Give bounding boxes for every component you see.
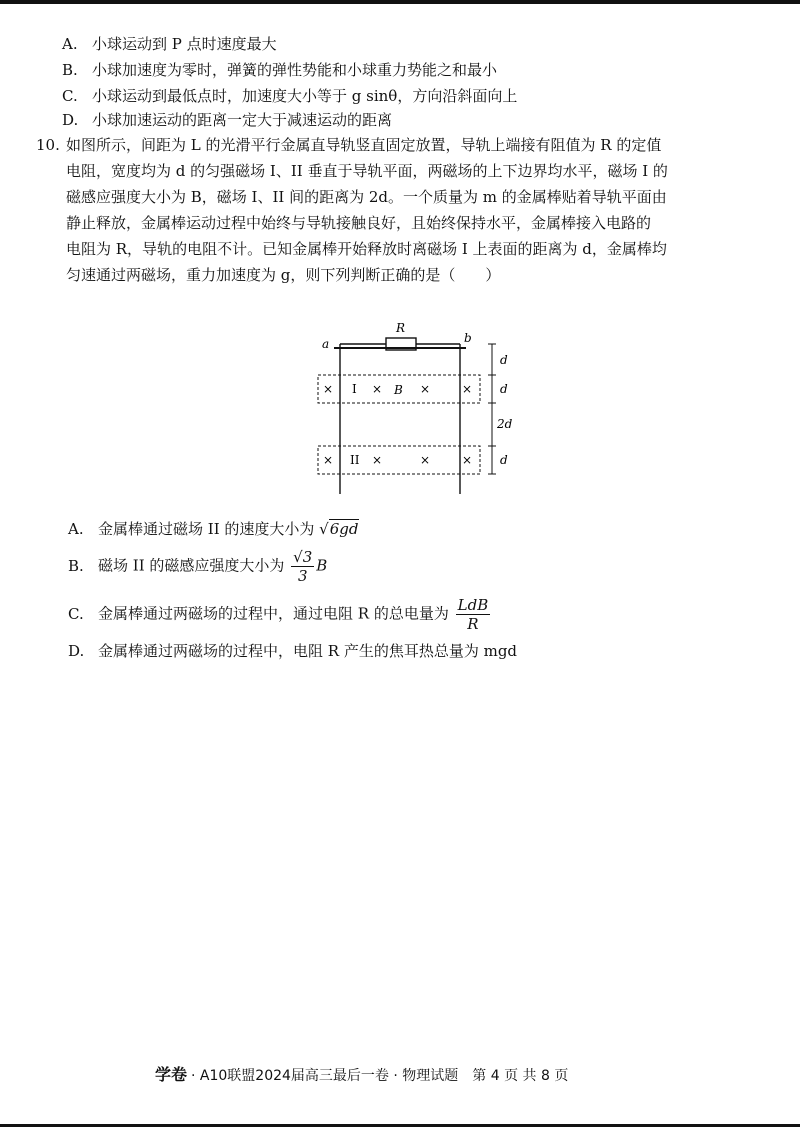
brand-logo: 学卷 [155, 1065, 188, 1084]
option-c: C. 金属棒通过两磁场的过程中，通过电阻 R 的总电量为 $\frac{\text{LdB}}{R}$ [68, 596, 489, 633]
option-a: A. 金属棒通过磁场 II 的速度大小为 √6gd [68, 520, 359, 538]
cross-1c: × [420, 382, 431, 396]
cross-2a: × [323, 453, 334, 467]
sqrt-expression: √6gd [319, 520, 359, 538]
cross-1a: × [323, 382, 334, 396]
option-d: D. 金属棒通过两磁场的过程中，电阻 R 产生的焦耳热总量为 mgd [68, 642, 518, 660]
question-line-6: 匀速通过两磁场，重力加速度为 g，则下列判断正确的是（ ） [66, 266, 501, 284]
field-b-label: B [394, 383, 403, 397]
cross-2c: × [420, 453, 431, 467]
prev-option-c: C. 小球运动到最低点时，加速度大小等于 g sinθ，方向沿斜面向上 [62, 87, 518, 105]
cross-1d: × [462, 382, 473, 396]
dim-label-1: d [500, 353, 508, 367]
point-b-label: b [464, 331, 472, 345]
question-number: 10. [36, 136, 60, 154]
cross-1b: × [372, 382, 383, 396]
resistor-label: R [396, 321, 406, 335]
point-a-label: a [322, 337, 330, 351]
dim-label-4: d [500, 453, 508, 467]
question-line-5: 电阻为 R，导轨的电阻不计。已知金属棒开始释放时离磁场 I 上表面的距离为 d，金属棒均 [66, 240, 667, 258]
cross-2b: × [372, 453, 383, 467]
rail-magnetic-field-diagram [310, 300, 530, 500]
question-line-2: 电阻，宽度均为 d 的匀强磁场 I、II 垂直于导轨平面，两磁场的上下边界均水平，磁场 I 的 [66, 162, 668, 180]
question-line-1: 如图所示，间距为 L 的光滑平行金属直导轨竖直固定放置，导轨上端接有阻值为 R 的定值 [66, 136, 662, 154]
dim-label-2: d [500, 382, 508, 396]
magnetic-field-2 [318, 446, 480, 474]
fraction-c: $\frac{\text{LdB}}{R}$ [457, 596, 489, 633]
option-b: B. 磁场 II 的磁感应强度大小为 $\frac{√3}{3}$ B [68, 548, 328, 585]
dim-label-3: 2d [497, 417, 513, 431]
field-1-label: I [352, 382, 357, 396]
bottom-border [0, 1124, 800, 1127]
footer-text: · A10联盟2024届高三最后一卷 · 物理试题 第 4 页 共 8 页 [191, 1068, 569, 1084]
cross-2d: × [462, 453, 473, 467]
prev-option-a: A. 小球运动到 P 点时速度最大 [62, 35, 277, 53]
question-line-4: 静止释放，金属棒运动过程中始终与导轨接触良好，且始终保持水平，金属棒接入电路的 [66, 214, 652, 232]
field-2-label: II [350, 453, 360, 467]
page-footer [155, 1062, 568, 1085]
prev-option-d: D. 小球加速运动的距离一定大于减速运动的距离 [62, 111, 393, 129]
prev-option-b: B. 小球加速度为零时，弹簧的弹性势能和小球重力势能之和最小 [62, 61, 498, 79]
fraction-b: $\frac{√3}{3}$ [293, 548, 313, 585]
question-line-3: 磁感应强度大小为 B，磁场 I、II 间的距离为 2d。一个质量为 m 的金属棒贴着导轨平面由 [66, 188, 667, 206]
top-border [0, 0, 800, 4]
